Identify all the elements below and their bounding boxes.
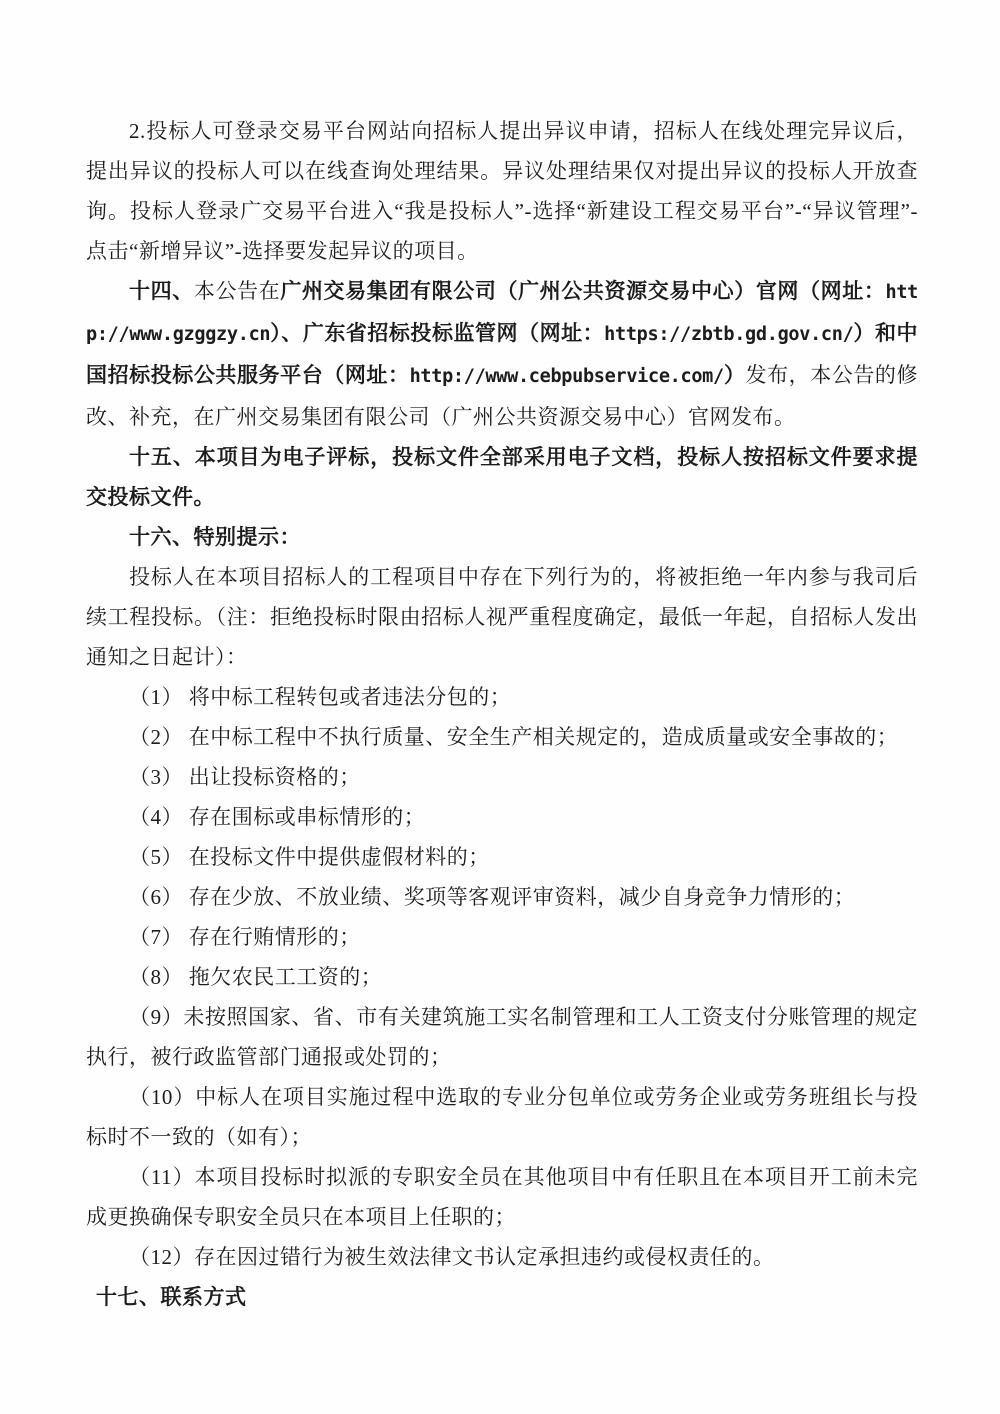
text-run: 十四、 xyxy=(129,279,194,303)
document-body xyxy=(86,111,918,1317)
text-run: （6） 存在少放、不放业绩、奖项等客观评审资料，减少自身竞争力情形的； xyxy=(129,885,856,909)
text-run: 广州交易集团有限公司（广州公共资源交易中心）官网（网址： xyxy=(280,279,886,303)
list-item-2 xyxy=(86,717,918,757)
text-run: ）、广东省招标投标监管网（网址： xyxy=(270,321,605,345)
text-run: 2.投标人可登录交易平台网站向招标人提出异议申请，招标人在线处理完异议后，提出异议的投标人可以在线查询处理结果。异议处理结果仅对提出异议的投标人开放查询。投标人登录广交易平台进入“我是投标人”-选择“新建设工程交易平台”-“异议管理”-点击“新增异议”-选择要发起异议的项目。 xyxy=(86,119,918,263)
list-item-6 xyxy=(86,877,918,917)
list-item-4 xyxy=(86,797,918,837)
para-section-15-electronic-evaluation xyxy=(86,437,918,517)
para-section-14-announcement-media xyxy=(86,271,918,437)
list-item-1 xyxy=(86,677,918,717)
text-run: （10）中标人在项目实施过程中选取的专业分包单位或劳务企业或劳务班组长与投标时不一致的（如有）； xyxy=(86,1085,918,1149)
text-run: （12）存在因过错行为被生效法律文书认定承担违约或侵权责任的。 xyxy=(129,1245,775,1269)
text-run: 十六、特别提示： xyxy=(129,525,301,549)
text-run: ）和中国招标投标公共服务平台（网址： xyxy=(86,321,919,387)
para-objection-procedure xyxy=(86,111,918,271)
text-run: 发布，本公告的修改、补充，在广州交易集团有限公司（广州公共资源交易中心）官网发布。 xyxy=(86,363,919,429)
url-text: http://www.cebpubservice.com/ xyxy=(409,366,724,387)
text-run: （9）未按照国家、省、市有关建筑施工实名制管理和工人工资支付分账管理的规定执行，被行政监管部门通报或处罚的； xyxy=(86,1005,918,1069)
text-run: （7） 存在行贿情形的； xyxy=(129,925,361,949)
url-text: https://zbtb.gd.gov.cn/ xyxy=(604,324,854,345)
text-run: （5） 在投标文件中提供虚假材料的； xyxy=(129,845,490,869)
text-run: （8） 拖欠农民工工资的； xyxy=(129,965,383,989)
list-item-12 xyxy=(86,1237,918,1277)
text-run: 本公告在 xyxy=(193,279,281,303)
list-item-9 xyxy=(86,997,918,1077)
heading-section-17-contact xyxy=(86,1277,918,1317)
list-item-7 xyxy=(86,917,918,957)
text-run: 投标人在本项目招标人的工程项目中存在下列行为的，将被拒绝一年内参与我司后续工程投标。（注：拒绝投标时限由招标人视严重程度确定，最低一年起，自招标人发出通知之日起计）： xyxy=(86,565,918,669)
list-item-11 xyxy=(86,1157,918,1237)
heading-section-16-special-notice xyxy=(86,517,918,557)
text-run: ） xyxy=(723,363,746,387)
text-run: 十五、本项目为电子评标，投标文件全部采用电子文档，投标人按招标文件要求提交投标文件。 xyxy=(86,445,918,509)
text-run: 十七、联系方式 xyxy=(96,1285,247,1309)
url-text: http://www.gzggzy.cn xyxy=(86,282,919,345)
list-item-10 xyxy=(86,1077,918,1157)
list-item-8 xyxy=(86,957,918,997)
text-run: （3） 出让投标资格的； xyxy=(129,765,361,789)
list-item-3 xyxy=(86,757,918,797)
para-rejection-policy xyxy=(86,557,918,677)
text-run: （2） 在中标工程中不执行质量、安全生产相关规定的，造成质量或安全事故的； xyxy=(129,725,899,749)
text-run: （1） 将中标工程转包或者违法分包的； xyxy=(129,685,512,709)
text-run: （4） 存在围标或串标情形的； xyxy=(129,805,426,829)
list-item-5 xyxy=(86,837,918,877)
text-run: （11）本项目投标时拟派的专职安全员在其他项目中有任职且在本项目开工前未完成更换确保专职安全员只在本项目上任职的； xyxy=(86,1165,918,1229)
